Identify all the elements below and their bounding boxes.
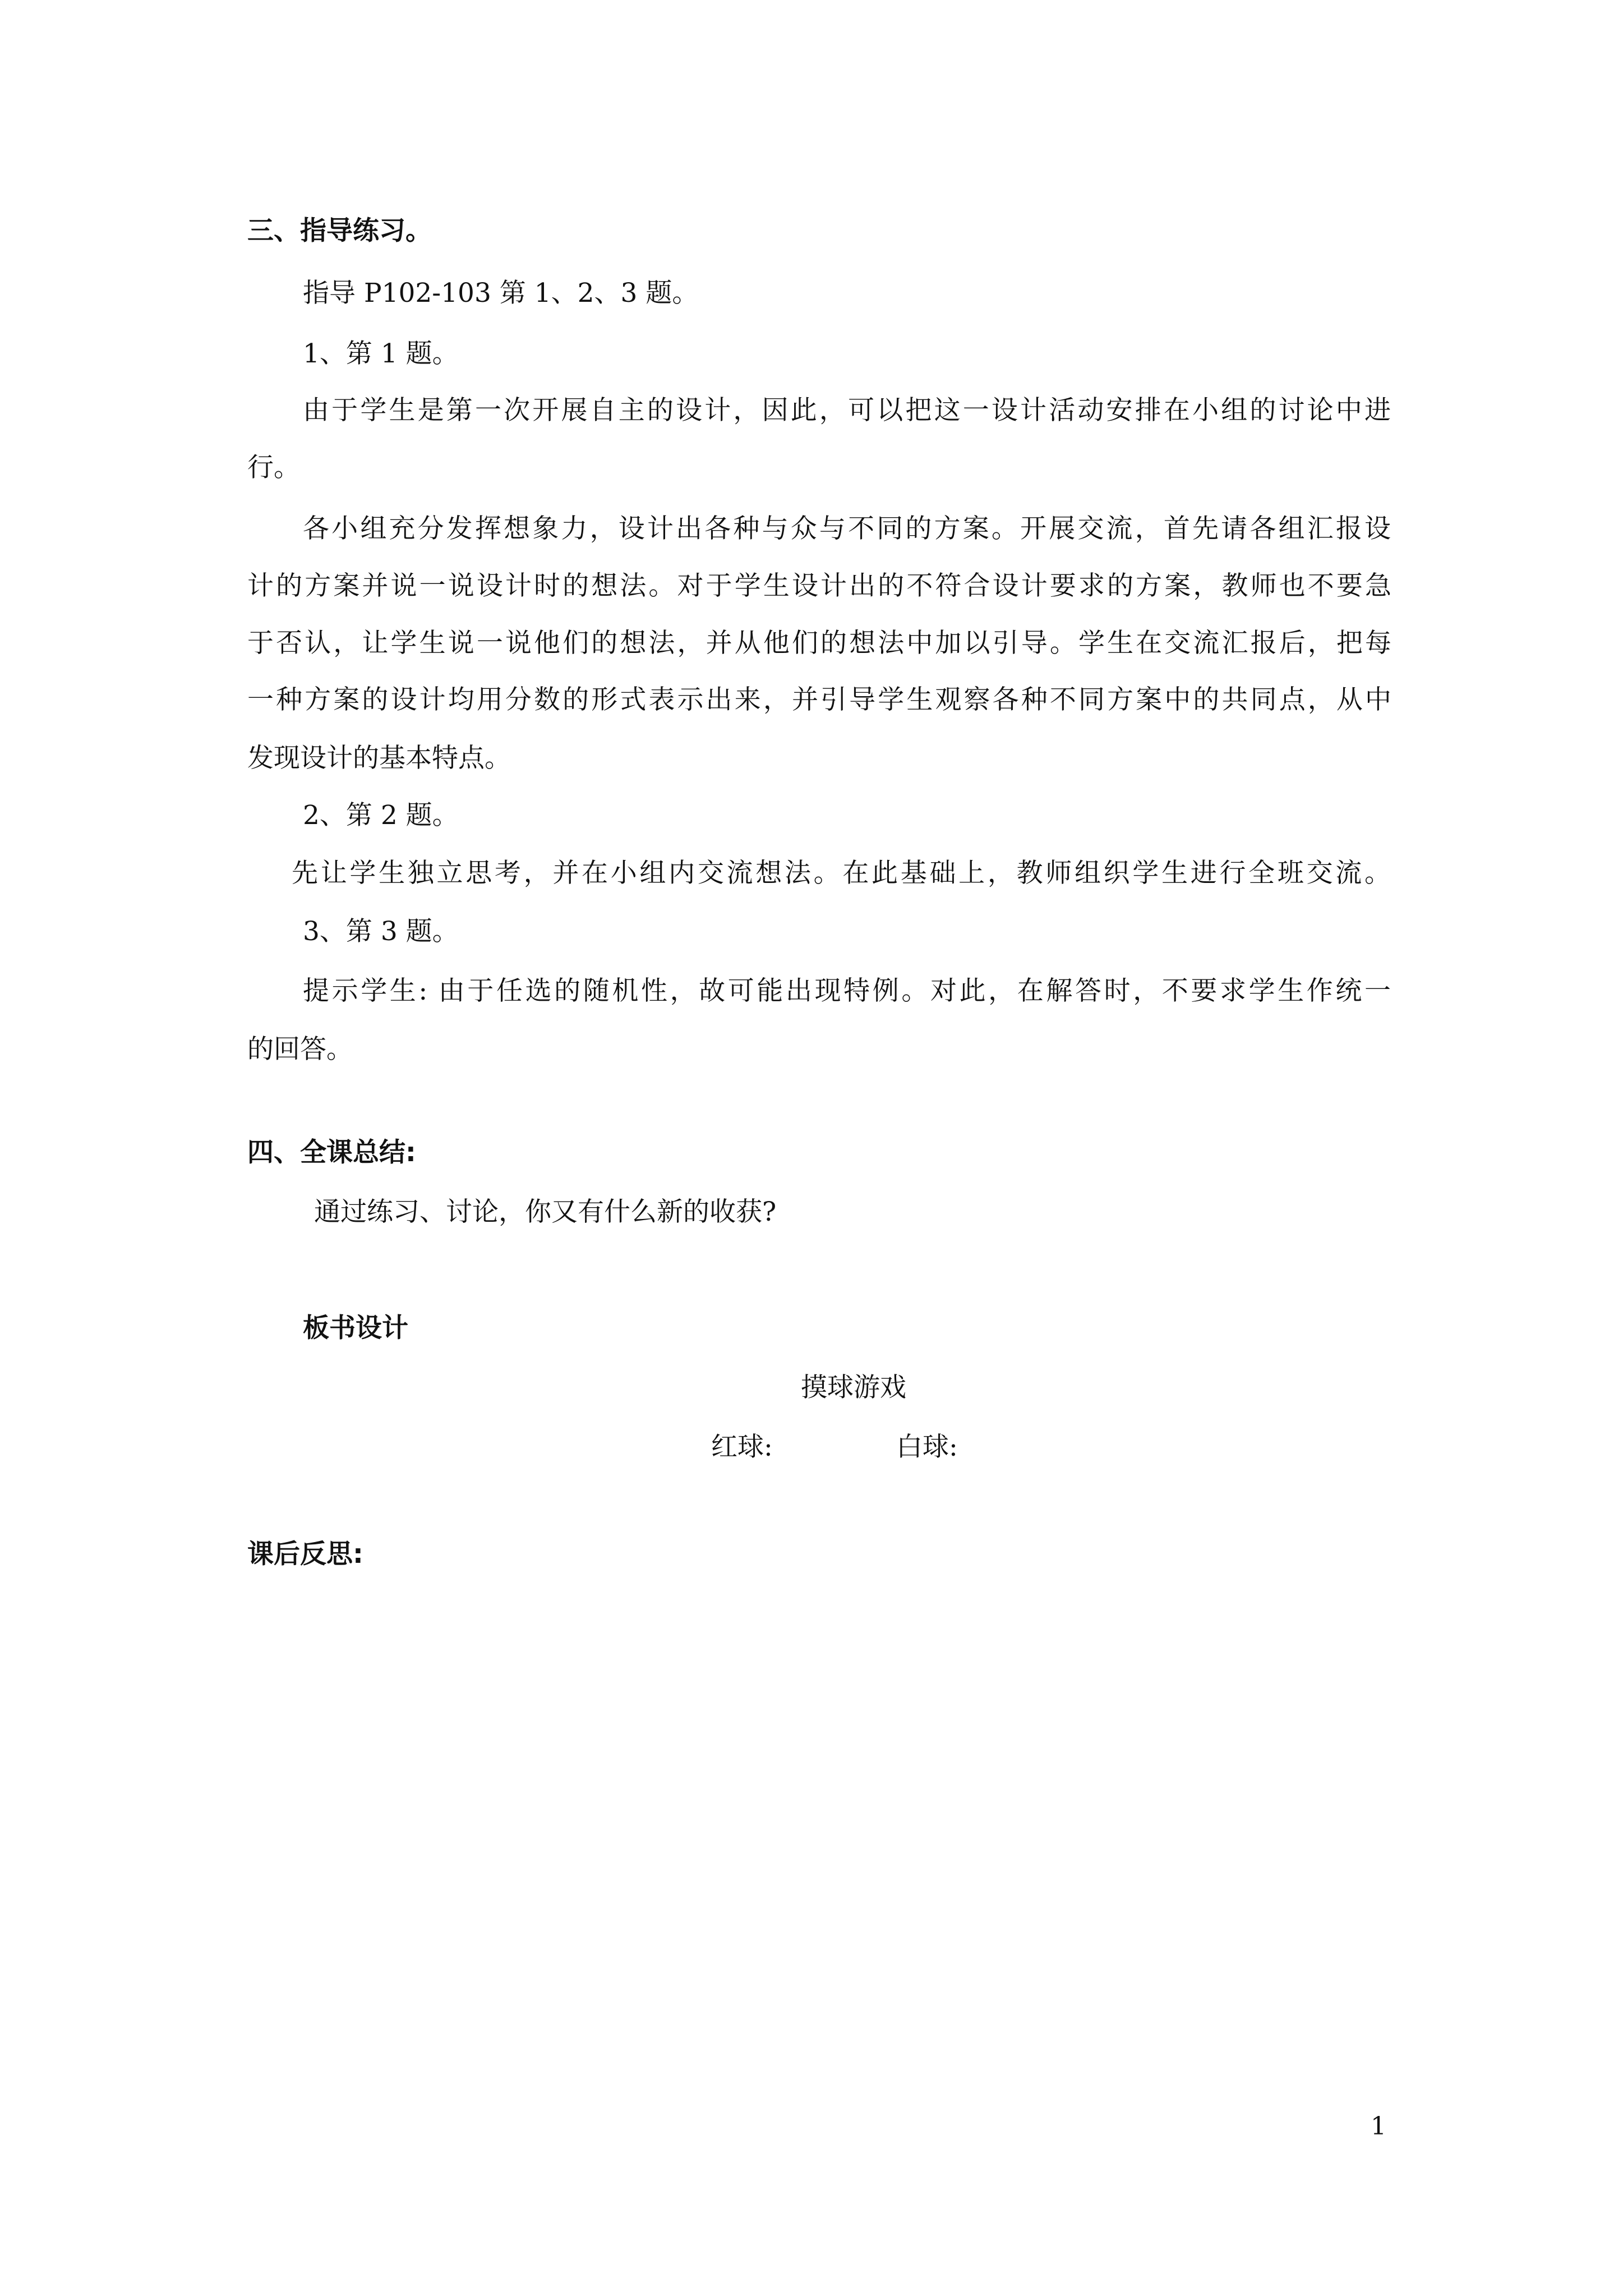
q1-paragraph1-line1: 由于学生是第一次开展自主的设计，因此，可以把这一设计活动安排在小组的讨论中进: [303, 395, 1391, 426]
board-white-label: 白球:: [896, 1432, 958, 1462]
board-title: 摸球游戏: [801, 1372, 906, 1403]
q1-paragraph2-line2: 计的方案并说一说设计时的想法。对于学生设计出的不符合设计要求的方案，教师也不要急: [247, 570, 1391, 601]
page-number: 1: [1371, 2112, 1386, 2141]
q1-paragraph2-line1: 各小组充分发挥想象力，设计出各种与众与不同的方案。开展交流，首先请各组汇报设: [303, 513, 1391, 544]
section4-heading: 四、全课总结:: [247, 1137, 416, 1168]
section4-text: 通过练习、讨论，你又有什么新的收获?: [314, 1197, 777, 1227]
section3-intro: 指导 P102-103 第 1、2、3 题。: [303, 278, 699, 309]
q2-text: 先让学生独立思考，并在小组内交流想法。在此基础上，教师组织学生进行全班交流。: [292, 858, 1391, 889]
section3-heading: 三、指导练习。: [247, 215, 432, 246]
q1-paragraph2-line4: 一种方案的设计均用分数的形式表示出来，并引导学生观察各种不同方案中的共同点，从中: [247, 684, 1391, 715]
q1-paragraph1-line2: 行。: [247, 452, 300, 483]
reflection-heading: 课后反思:: [247, 1539, 363, 1570]
q3-line1: 提示学生: 由于任选的随机性，故可能出现特例。对此，在解答时，不要求学生作统一: [303, 976, 1391, 1006]
q1-paragraph2-line3: 于否认，让学生说一说他们的想法，并从他们的想法中加以引导。学生在交流汇报后，把每: [247, 628, 1391, 659]
q3-label: 3、第 3 题。: [303, 916, 459, 947]
q1-label: 1、第 1 题。: [303, 338, 459, 369]
board-heading: 板书设计: [303, 1313, 408, 1343]
q1-paragraph2-line5: 发现设计的基本特点。: [247, 743, 511, 774]
q2-label: 2、第 2 题。: [303, 800, 459, 831]
q3-line2: 的回答。: [247, 1034, 353, 1065]
board-red-label: 红球:: [711, 1432, 773, 1462]
